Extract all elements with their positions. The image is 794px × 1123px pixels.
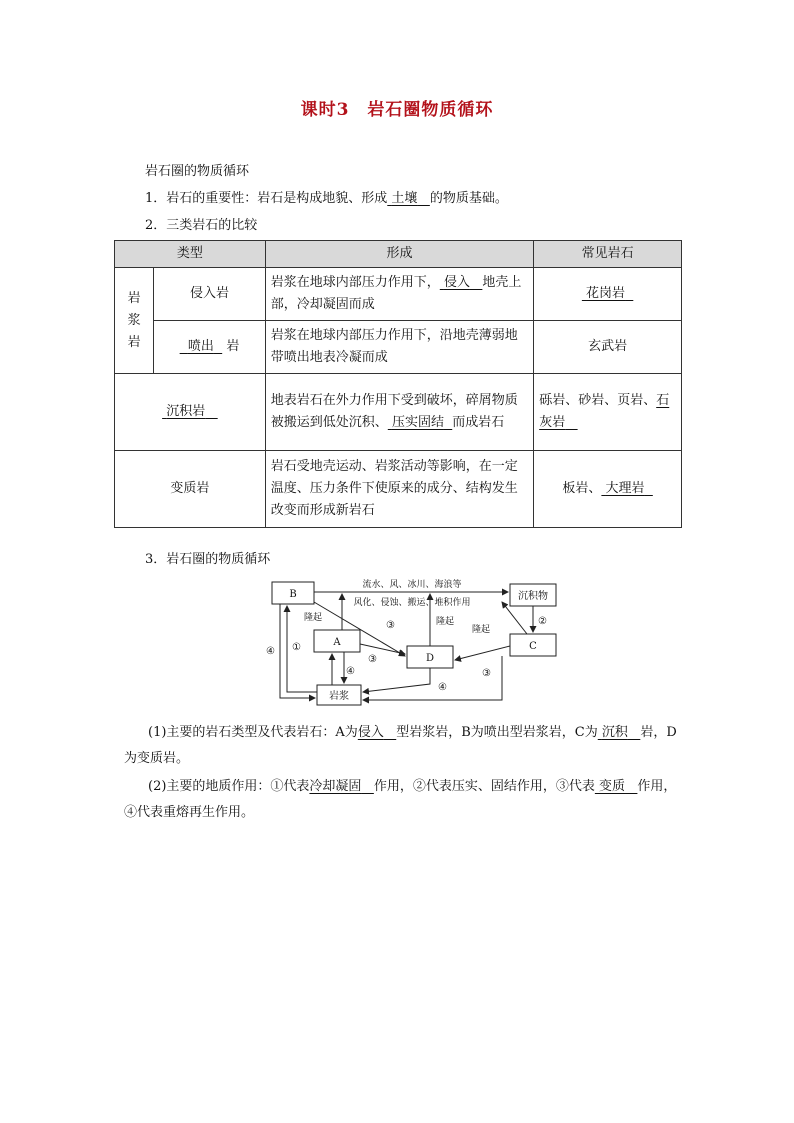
table-row — [115, 321, 682, 374]
igneous-char: 浆 — [127, 312, 141, 328]
blank-marble — [601, 481, 652, 496]
blank-intrude-text: 侵入 — [443, 275, 470, 290]
blank-soil — [387, 191, 430, 206]
igneous-char: 岩 — [127, 290, 141, 306]
blank-intrude — [440, 275, 483, 290]
q2-part1: (2)主要的地质作用：①代表 — [148, 779, 310, 794]
intrusive-example — [534, 268, 682, 321]
num-3a: ③ — [386, 620, 395, 631]
item-2: 2．三类岩石的比较 — [145, 218, 258, 233]
igneous-label — [115, 268, 154, 374]
table-row — [115, 268, 682, 321]
box-a-label: A — [333, 637, 341, 648]
uplift-mid: 隆起 — [436, 617, 455, 627]
header-type: 类型 — [115, 241, 266, 268]
blank-sedimentary-type-text: 沉积 — [601, 725, 628, 740]
blank-extrusive-text: 喷出 — [187, 339, 214, 354]
metamorphic-example-pre: 板岩、 — [562, 481, 602, 496]
box-c-label: C — [529, 641, 537, 652]
question-1 — [124, 720, 680, 772]
blank-limestone-text: 石灰岩 — [539, 393, 670, 430]
item-3: 3．岩石圈的物质循环 — [145, 552, 271, 567]
num-4b: ④ — [346, 666, 355, 677]
intrusive-formation-pre: 岩浆在地球内部压力作用下， — [270, 275, 440, 290]
metamorphic-example — [534, 451, 682, 528]
blank-cooling — [309, 779, 373, 794]
box-d-label: D — [425, 653, 435, 664]
blank-extrusive — [180, 339, 223, 354]
num-2: ② — [538, 616, 547, 627]
box-sediment-label: 沉积物 — [518, 591, 548, 602]
table-row — [115, 374, 682, 451]
blank-sedimentary-type — [598, 725, 641, 740]
box-magma-label: 岩浆 — [329, 691, 349, 702]
uplift-right: 隆起 — [472, 625, 491, 635]
extrusive-suffix: 岩 — [226, 339, 240, 354]
arrow-d-magma — [363, 668, 430, 692]
blank-soil-text: 土壤 — [391, 191, 418, 206]
blank-metamorphism — [595, 779, 638, 794]
intrusive-formation — [265, 268, 533, 321]
num-3c: ③ — [482, 668, 491, 679]
table-row — [115, 451, 682, 528]
sedimentary-type — [115, 374, 266, 451]
blank-marble-text: 大理岩 — [605, 481, 645, 496]
intrusive-formation-post: 地壳上部，冷却凝固而成 — [270, 275, 522, 312]
header-formation: 形成 — [265, 241, 533, 268]
sedimentary-example-pre: 砾岩、砂岩、页岩、 — [539, 393, 657, 408]
metamorphic-type: 变质岩 — [115, 451, 266, 528]
section-heading: 岩石圈的物质循环 — [145, 164, 250, 179]
intrusive-type: 侵入岩 — [154, 268, 266, 321]
item-1 — [145, 187, 508, 206]
num-4c: ④ — [438, 682, 447, 693]
q2-part2: 作用，②代表压实、固结作用，③代表 — [373, 779, 595, 794]
blank-compaction-text: 压实固结 — [391, 415, 444, 430]
q1-part3: 岩，D为变质岩。 — [124, 725, 677, 766]
extrusive-formation: 岩浆在地球内部压力作用下，沿地壳薄弱地带喷出地表冷凝而成 — [265, 321, 533, 374]
sedimentary-example — [534, 374, 682, 451]
q2-part3: 作用，④代表重熔再生作用。 — [124, 779, 677, 820]
blank-granite-text: 花岗岩 — [586, 286, 626, 301]
blank-intrusive-type — [358, 725, 396, 740]
blank-intrusive-type-text: 侵入 — [357, 725, 384, 740]
blank-sedimentary-text: 沉积岩 — [166, 404, 206, 419]
box-b-label: B — [289, 589, 297, 600]
extrusive-example: 玄武岩 — [534, 321, 682, 374]
arrow-a-d — [360, 644, 405, 654]
sedimentary-formation — [265, 374, 533, 451]
num-4a: ④ — [266, 646, 275, 657]
num-3b: ③ — [368, 654, 377, 665]
blank-metamorphism-text: 变质 — [599, 779, 626, 794]
extrusive-type — [154, 321, 266, 374]
blank-granite — [582, 286, 633, 301]
top-label-processes: 风化、侵蚀、搬运、堆积作用 — [353, 598, 471, 608]
arrow-c-uplift — [502, 602, 527, 634]
question-2 — [124, 774, 680, 826]
metamorphic-formation: 岩石受地壳运动、岩浆活动等影响，在一定温度、压力条件下使原来的成分、结构发生改变而形成新岩石 — [265, 451, 533, 528]
num-1: ① — [292, 642, 301, 653]
rock-cycle-diagram — [262, 572, 572, 712]
header-examples: 常见岩石 — [534, 241, 682, 268]
top-label-agents: 流水、风、冰川、海浪等 — [362, 580, 462, 590]
q1-part1: (1)主要的岩石类型及代表岩石：A为 — [148, 725, 358, 740]
table-header-row — [115, 241, 682, 268]
sedimentary-formation-post: 而成岩石 — [452, 415, 505, 430]
blank-sedimentary — [162, 404, 218, 419]
page-title: 课时3 岩石圈物质循环 — [300, 100, 494, 120]
sedimentary-formation-pre: 地表岩石在外力作用下受到破坏，碎屑物质被搬运到低处沉积、 — [270, 393, 518, 430]
blank-compaction — [388, 415, 452, 430]
blank-cooling-text: 冷却凝固 — [309, 779, 362, 794]
item-1-prefix: 1．岩石的重要性：岩石是构成地貌、形成 — [145, 191, 388, 206]
uplift-left: 隆起 — [304, 613, 323, 623]
rock-comparison-table — [114, 240, 682, 528]
igneous-char: 岩 — [127, 334, 141, 350]
q1-part2: 型岩浆岩，B为喷出型岩浆岩，C为 — [396, 725, 598, 740]
item-1-suffix: 的物质基础。 — [429, 191, 508, 206]
